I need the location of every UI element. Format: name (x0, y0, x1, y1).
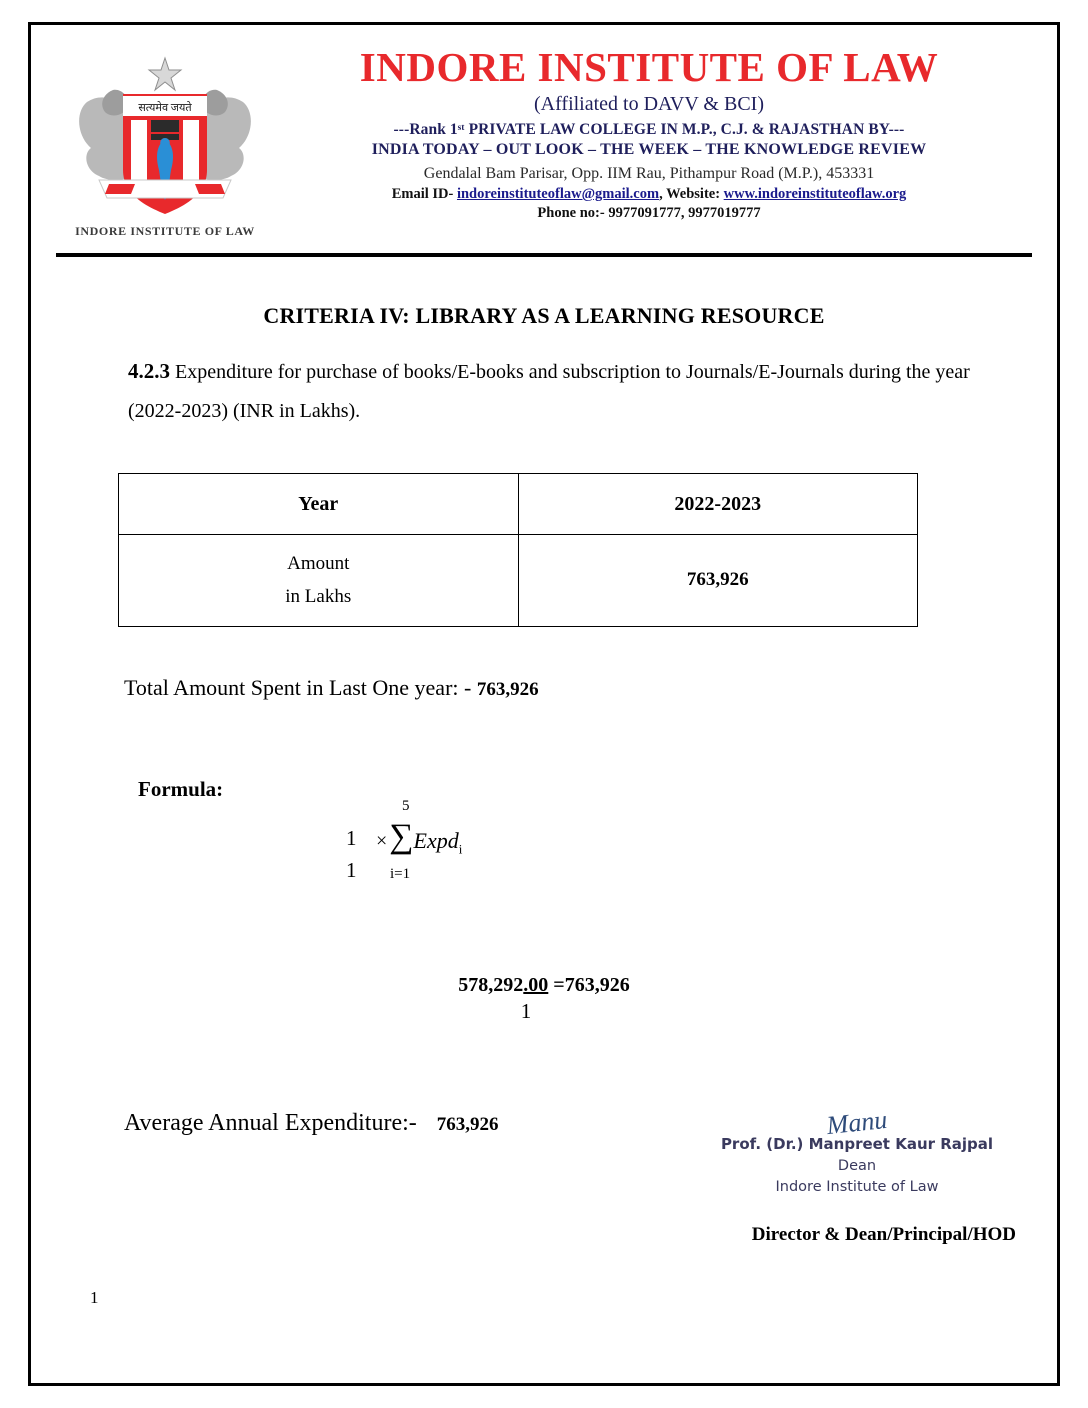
signature-block (692, 1104, 1022, 1246)
signatory-institute: Indore Institute of Law (775, 1178, 939, 1195)
expenditure-table (118, 473, 918, 627)
page-content (56, 40, 1032, 1370)
average-expenditure-value: 763,926 (436, 1113, 499, 1135)
logo-caption: INDORE INSTITUTE OF LAW (75, 224, 255, 238)
institute-logo (56, 46, 274, 239)
table-cell-amount-label (119, 535, 519, 627)
page-number: 1 (90, 1288, 99, 1307)
formula-numerator: 1 (346, 825, 357, 850)
sigma-icon: ∑ (389, 817, 414, 855)
average-expenditure-label: Average Annual Expenditure:- (124, 1109, 417, 1136)
address-line: Gendalal Bam Parisar, Opp. IIM Rau, Pithampur Road (M.P.), 453331 (423, 165, 875, 183)
amount-label-line1: Amount (287, 553, 350, 574)
email-line (274, 186, 1024, 203)
formula-summation (376, 814, 462, 857)
letterhead-divider (56, 253, 1032, 257)
table-header-year: Year (119, 474, 519, 535)
formula-label: Formula: (138, 776, 224, 801)
media-line: INDIA TODAY – OUT LOOK – THE WEEK – THE KNOWLEDGE REVIEW (371, 141, 927, 159)
multiply-sign: × (376, 829, 388, 852)
amount-label-line2: in Lakhs (285, 586, 352, 608)
formula-denominator: 1 (346, 858, 357, 883)
signatory-name: Prof. (Dr.) Manpreet Kaur Rajpal (720, 1135, 994, 1153)
affiliation-line: (Affiliated to DAVV & BCI) (534, 93, 764, 116)
email-address[interactable]: indoreinstituteoflaw@gmail.com (456, 186, 660, 203)
formula-term-subscript: i (458, 840, 463, 856)
calculation-expression (344, 974, 744, 1024)
calculation-numerator: 578,292 (458, 973, 524, 996)
crest-icon (65, 50, 265, 222)
clause-paragraph (56, 351, 1032, 431)
sigma-upper-limit: 5 (402, 797, 410, 814)
table-header-period: 2022-2023 (518, 474, 918, 535)
signature-mark: Manu (825, 1104, 889, 1141)
table-cell-amount-value: 763,926 (518, 535, 918, 627)
phone-line: Phone no:- 9977091777, 9977019777 (537, 205, 761, 222)
website-label: , Website: (659, 186, 721, 203)
website-address[interactable]: www.indoreinstituteoflaw.org (723, 186, 907, 203)
signatory-role: Director & Dean/Principal/HOD (751, 1223, 1016, 1245)
total-amount-label: Total Amount Spent in Last One year: - (124, 674, 472, 700)
formula-fraction (346, 822, 357, 887)
total-amount-line (124, 675, 1032, 701)
signatory-designation: Dean (837, 1157, 877, 1174)
formula-term: Expd$_i$ (413, 827, 463, 856)
svg-text:सत्यमेव जयते: सत्यमेव जयते (138, 102, 192, 114)
calculation-result: =763,926 (553, 973, 630, 996)
sigma-lower-limit: i=1 (390, 865, 411, 882)
letterhead-text (274, 46, 1032, 222)
calculation-denominator: 1 (520, 998, 532, 1023)
page-title: CRITERIA IV: LIBRARY AS A LEARNING RESOURCE (263, 303, 825, 328)
calculation-numerator-decimals: .00 (523, 973, 549, 996)
total-amount-value: 763,926 (476, 678, 539, 700)
email-label: Email ID- (391, 186, 454, 203)
letterhead (56, 40, 1032, 243)
table-row (119, 535, 918, 627)
table-header-row (119, 474, 918, 535)
rank-line: ---Rank 1ˢᵗ PRIVATE LAW COLLEGE IN M.P., C.J. & RAJASTHAN BY--- (393, 121, 905, 139)
clause-number: 4.2.3 (128, 359, 170, 383)
formula-expression (334, 797, 754, 904)
clause-text: Expenditure for purchase of books/E-books and subscription to Journals/E-Journals during the year (2022-2023) (INR in Lakhs). (128, 361, 970, 422)
institute-name: INDORE INSTITUTE OF LAW (359, 44, 939, 90)
